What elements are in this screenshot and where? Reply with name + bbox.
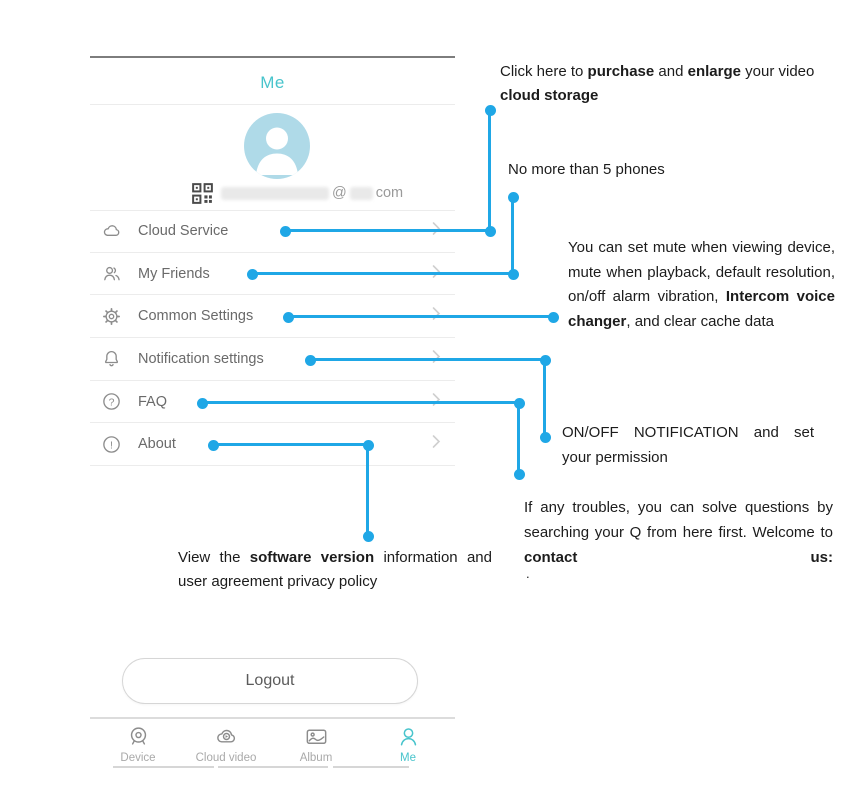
cloud-icon [101, 220, 123, 242]
tab-label: Cloud video [195, 752, 257, 764]
svg-text:?: ? [108, 396, 115, 409]
tab-cloud-video[interactable] [186, 723, 266, 764]
avatar-icon [244, 113, 310, 179]
note-notification: ON/OFF NOTIFICATION and set your permission [562, 424, 814, 466]
menu-item-label: Notification settings [138, 350, 264, 367]
menu-item-label: My Friends [138, 265, 210, 282]
qr-code-icon[interactable] [190, 181, 215, 206]
note-my-friends: No more than 5 phones [508, 161, 665, 178]
avatar[interactable] [244, 113, 310, 179]
page-title: Me [260, 73, 285, 92]
person-icon [395, 723, 422, 750]
tab-label: Me [400, 752, 416, 764]
menu-item-label: Common Settings [138, 308, 254, 325]
menu-item-label: About [138, 436, 176, 453]
device-camera-icon [125, 723, 152, 750]
redaction-smudge [218, 766, 328, 768]
redacted-email-name [221, 187, 329, 200]
question-icon [101, 391, 123, 413]
note-about: View the software version information and user agreement privacy policy [178, 549, 492, 590]
svg-text:!: ! [110, 439, 113, 452]
gear-icon [101, 305, 123, 327]
redaction-smudge [113, 766, 214, 768]
settings-menu [90, 210, 455, 466]
chevron-right-icon [432, 435, 441, 454]
info-icon [101, 433, 123, 455]
cloud-video-icon [213, 723, 240, 750]
friends-icon [101, 263, 123, 285]
note-cloud-service: Click here to purchase and enlarge your video cloud storage [500, 63, 815, 104]
tab-album[interactable] [276, 723, 356, 764]
menu-item-label: Cloud Service [138, 223, 229, 240]
redacted-email-domain [350, 187, 373, 200]
note-faq: If any troubles, you can solve questions by searching your Q from here first. Welcome to contact us: [524, 499, 833, 566]
note-common-settings: You can set mute when viewing device, mute when playback, default resolution, on/off alarm vibration, Intercom voice changer, and clear cache data [568, 239, 835, 330]
album-icon [303, 723, 330, 750]
phone-top-divider [90, 56, 455, 58]
tab-label: Device [120, 752, 156, 764]
tab-me[interactable] [368, 723, 448, 764]
logout-button[interactable]: Logout [122, 658, 418, 704]
title-divider [90, 104, 455, 105]
menu-item-label: FAQ [138, 393, 168, 410]
account-row[interactable] [190, 180, 403, 206]
account-email: @ com [221, 185, 403, 201]
tabbar-divider [90, 717, 455, 719]
redaction-smudge [333, 766, 409, 768]
note-faq-trailing: . [526, 566, 530, 581]
tab-label: Album [299, 752, 333, 764]
bell-icon [101, 348, 123, 370]
tab-device[interactable] [98, 723, 178, 764]
